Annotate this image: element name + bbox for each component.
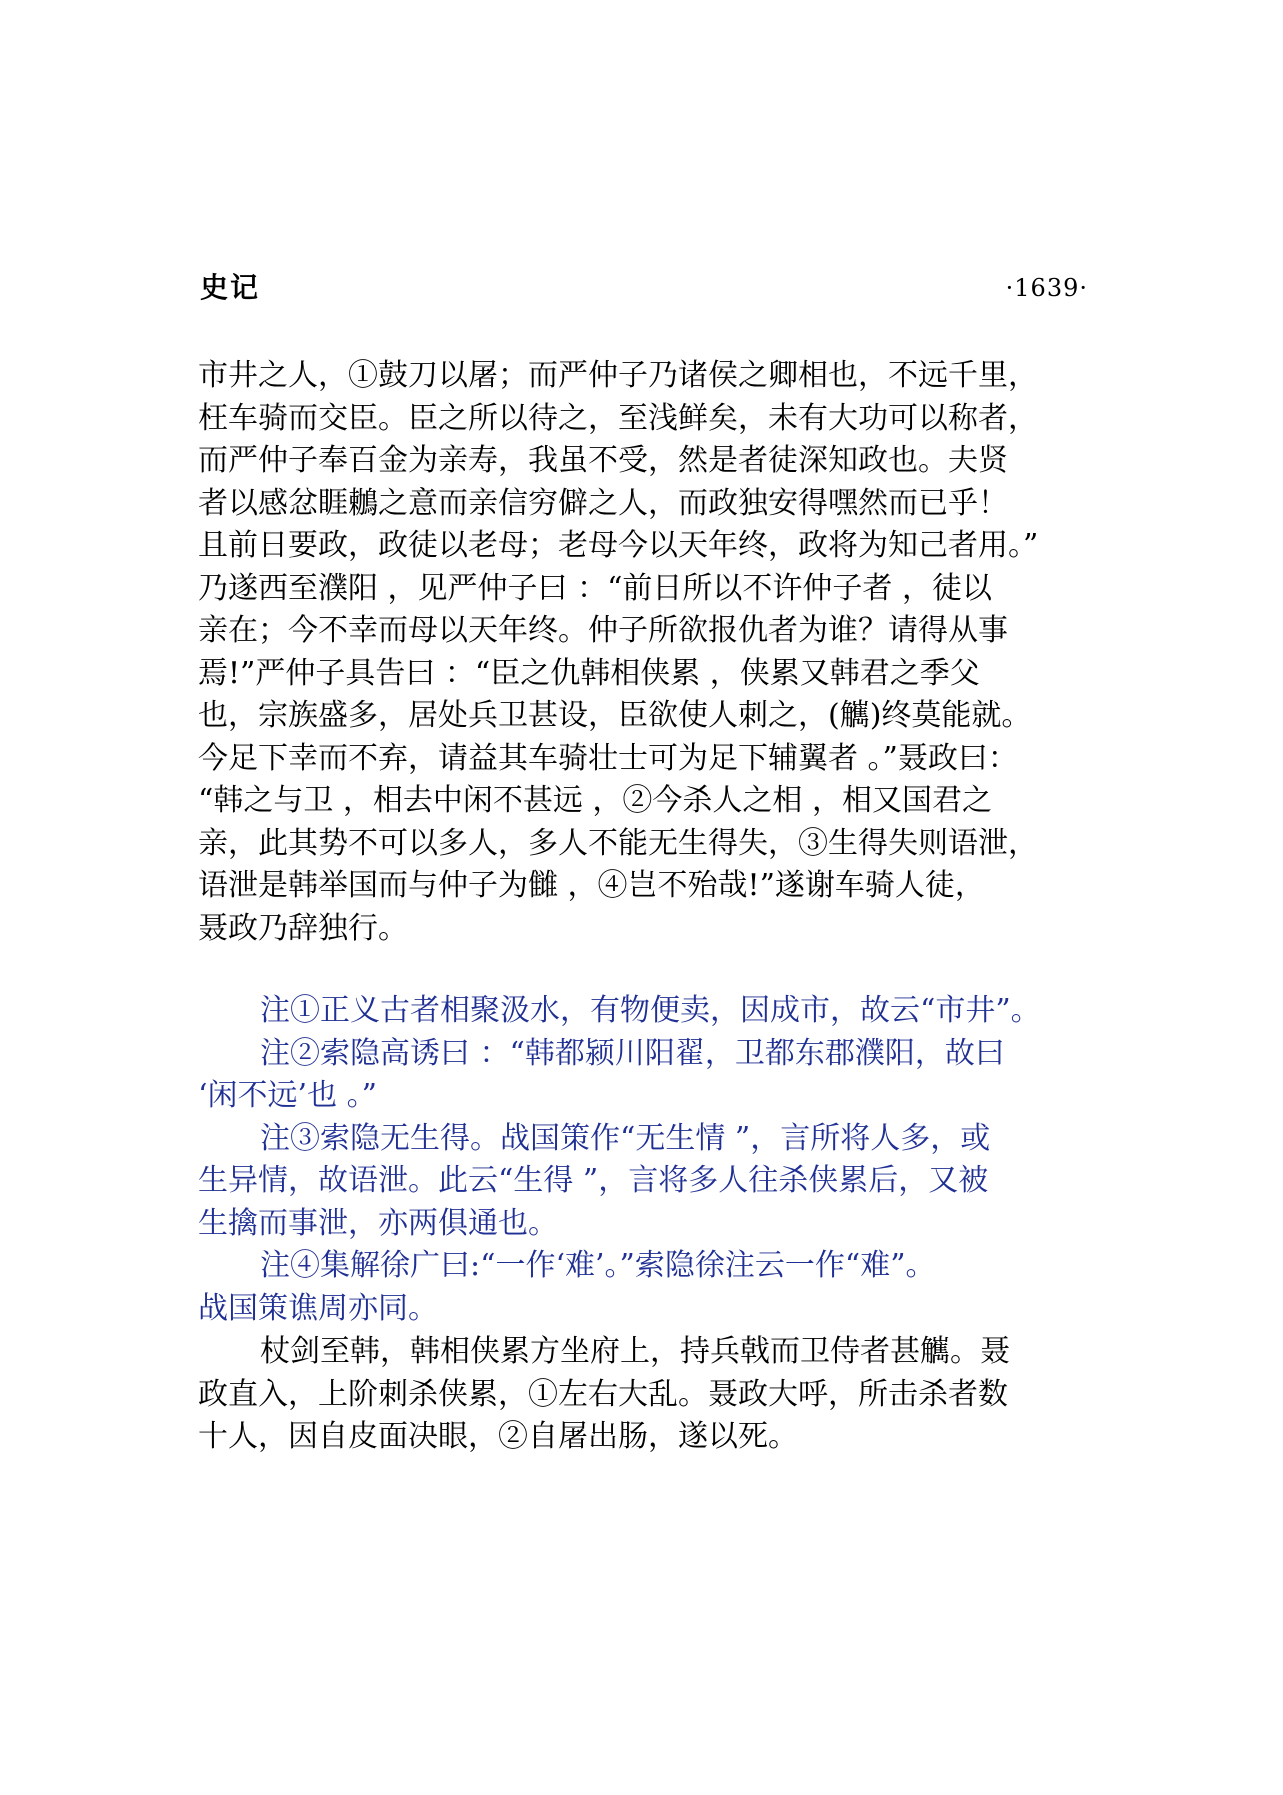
page-number: ·1639· xyxy=(1005,274,1088,302)
note-line: 注③索隐无生得。战国策作“无生情 ”，言所将人多，或 xyxy=(260,1120,991,1156)
text-line: 也，宗族盛多，居处兵卫甚设，臣欲使人刺之，(觽)终莫能就。 xyxy=(198,698,1032,733)
text-line: 乃遂西至濮阳 ，见严仲子曰 ：“前日所以不许仲子者 ，徒以 xyxy=(198,570,992,606)
text-line: 市井之人，①鼓刀以屠；而严仲子乃诸侯之卿相也，不远千里， xyxy=(198,358,1038,393)
text-line: 而严仲子奉百金为亲寿，我虽不受，然是者徒深知政也。夫贤 xyxy=(198,443,1008,478)
note-line: 注④集解徐广曰:“一作‘难’。”索隐徐注云一作“难”。 xyxy=(260,1248,936,1283)
text-line: 亲，此其势不可以多人，多人不能无生得失，③生得失则语泄， xyxy=(198,825,1038,861)
text-line: 语泄是韩举国而与仲子为雠 ，④岂不殆哉!”遂谢车骑人徒， xyxy=(198,868,985,903)
note-line: 战国策谯周亦同。 xyxy=(198,1290,438,1326)
main-text-block xyxy=(198,355,1108,950)
text-line: 政直入，上阶刺杀侠累，①左右大乱。聂政大呼，所击杀者数 xyxy=(198,1376,1008,1412)
text-line: 者以感忿睚鶒之意而亲信穷僻之人，而政独安得嘿然而已乎！ xyxy=(198,485,1008,521)
book-title: 史记 xyxy=(200,271,261,304)
text-line: 杖剑至韩，韩相侠累方坐府上，持兵戟而卫侍者甚觽。聂 xyxy=(260,1334,1010,1369)
text-line: “韩之与卫 ，相去中闲不甚远 ，②今杀人之相 ，相又国君之 xyxy=(198,783,992,818)
continuation-text-block xyxy=(198,1331,1108,1459)
text-line: 焉!”严仲子具告曰 ：“臣之仇韩相侠累 ，侠累又韩君之季父 xyxy=(198,655,980,691)
note-line: 生擒而事泄，亦两俱通也。 xyxy=(198,1205,558,1241)
text-line: 聂政乃辞独行。 xyxy=(198,910,408,946)
text-line: 且前日要政，政徒以老母；老母今以天年终，政将为知己者用。” xyxy=(198,528,1039,563)
text-line: 枉车骑而交臣。臣之所以待之，至浅鲜矣，未有大功可以称者， xyxy=(198,400,1038,436)
annotations-block xyxy=(198,990,1108,1330)
note-line: 生异情，故语泄。此云“生得 ”，言将多人往杀侠累后，又被 xyxy=(198,1163,989,1198)
note-line: 注②索隐高诱曰 ：“韩都颍川阳翟，卫都东郡濮阳，故曰 xyxy=(260,1035,1005,1071)
note-line: 注①正义古者相聚汲水，有物便卖，因成市，故云“市井”。 xyxy=(260,993,1041,1028)
text-line: 十人，因自皮面决眼，②自屠出肠，遂以死。 xyxy=(198,1419,798,1454)
page-header xyxy=(200,268,1088,308)
note-line: ‘闲不远’也 。” xyxy=(198,1078,377,1113)
text-line: 亲在；今不幸而母以天年终。仲子所欲报仇者为谁？请得从事 xyxy=(198,613,1008,648)
text-line: 今足下幸而不弃，请益其车骑壮士可为足下辅翼者 。”聂政曰： xyxy=(198,740,1018,776)
